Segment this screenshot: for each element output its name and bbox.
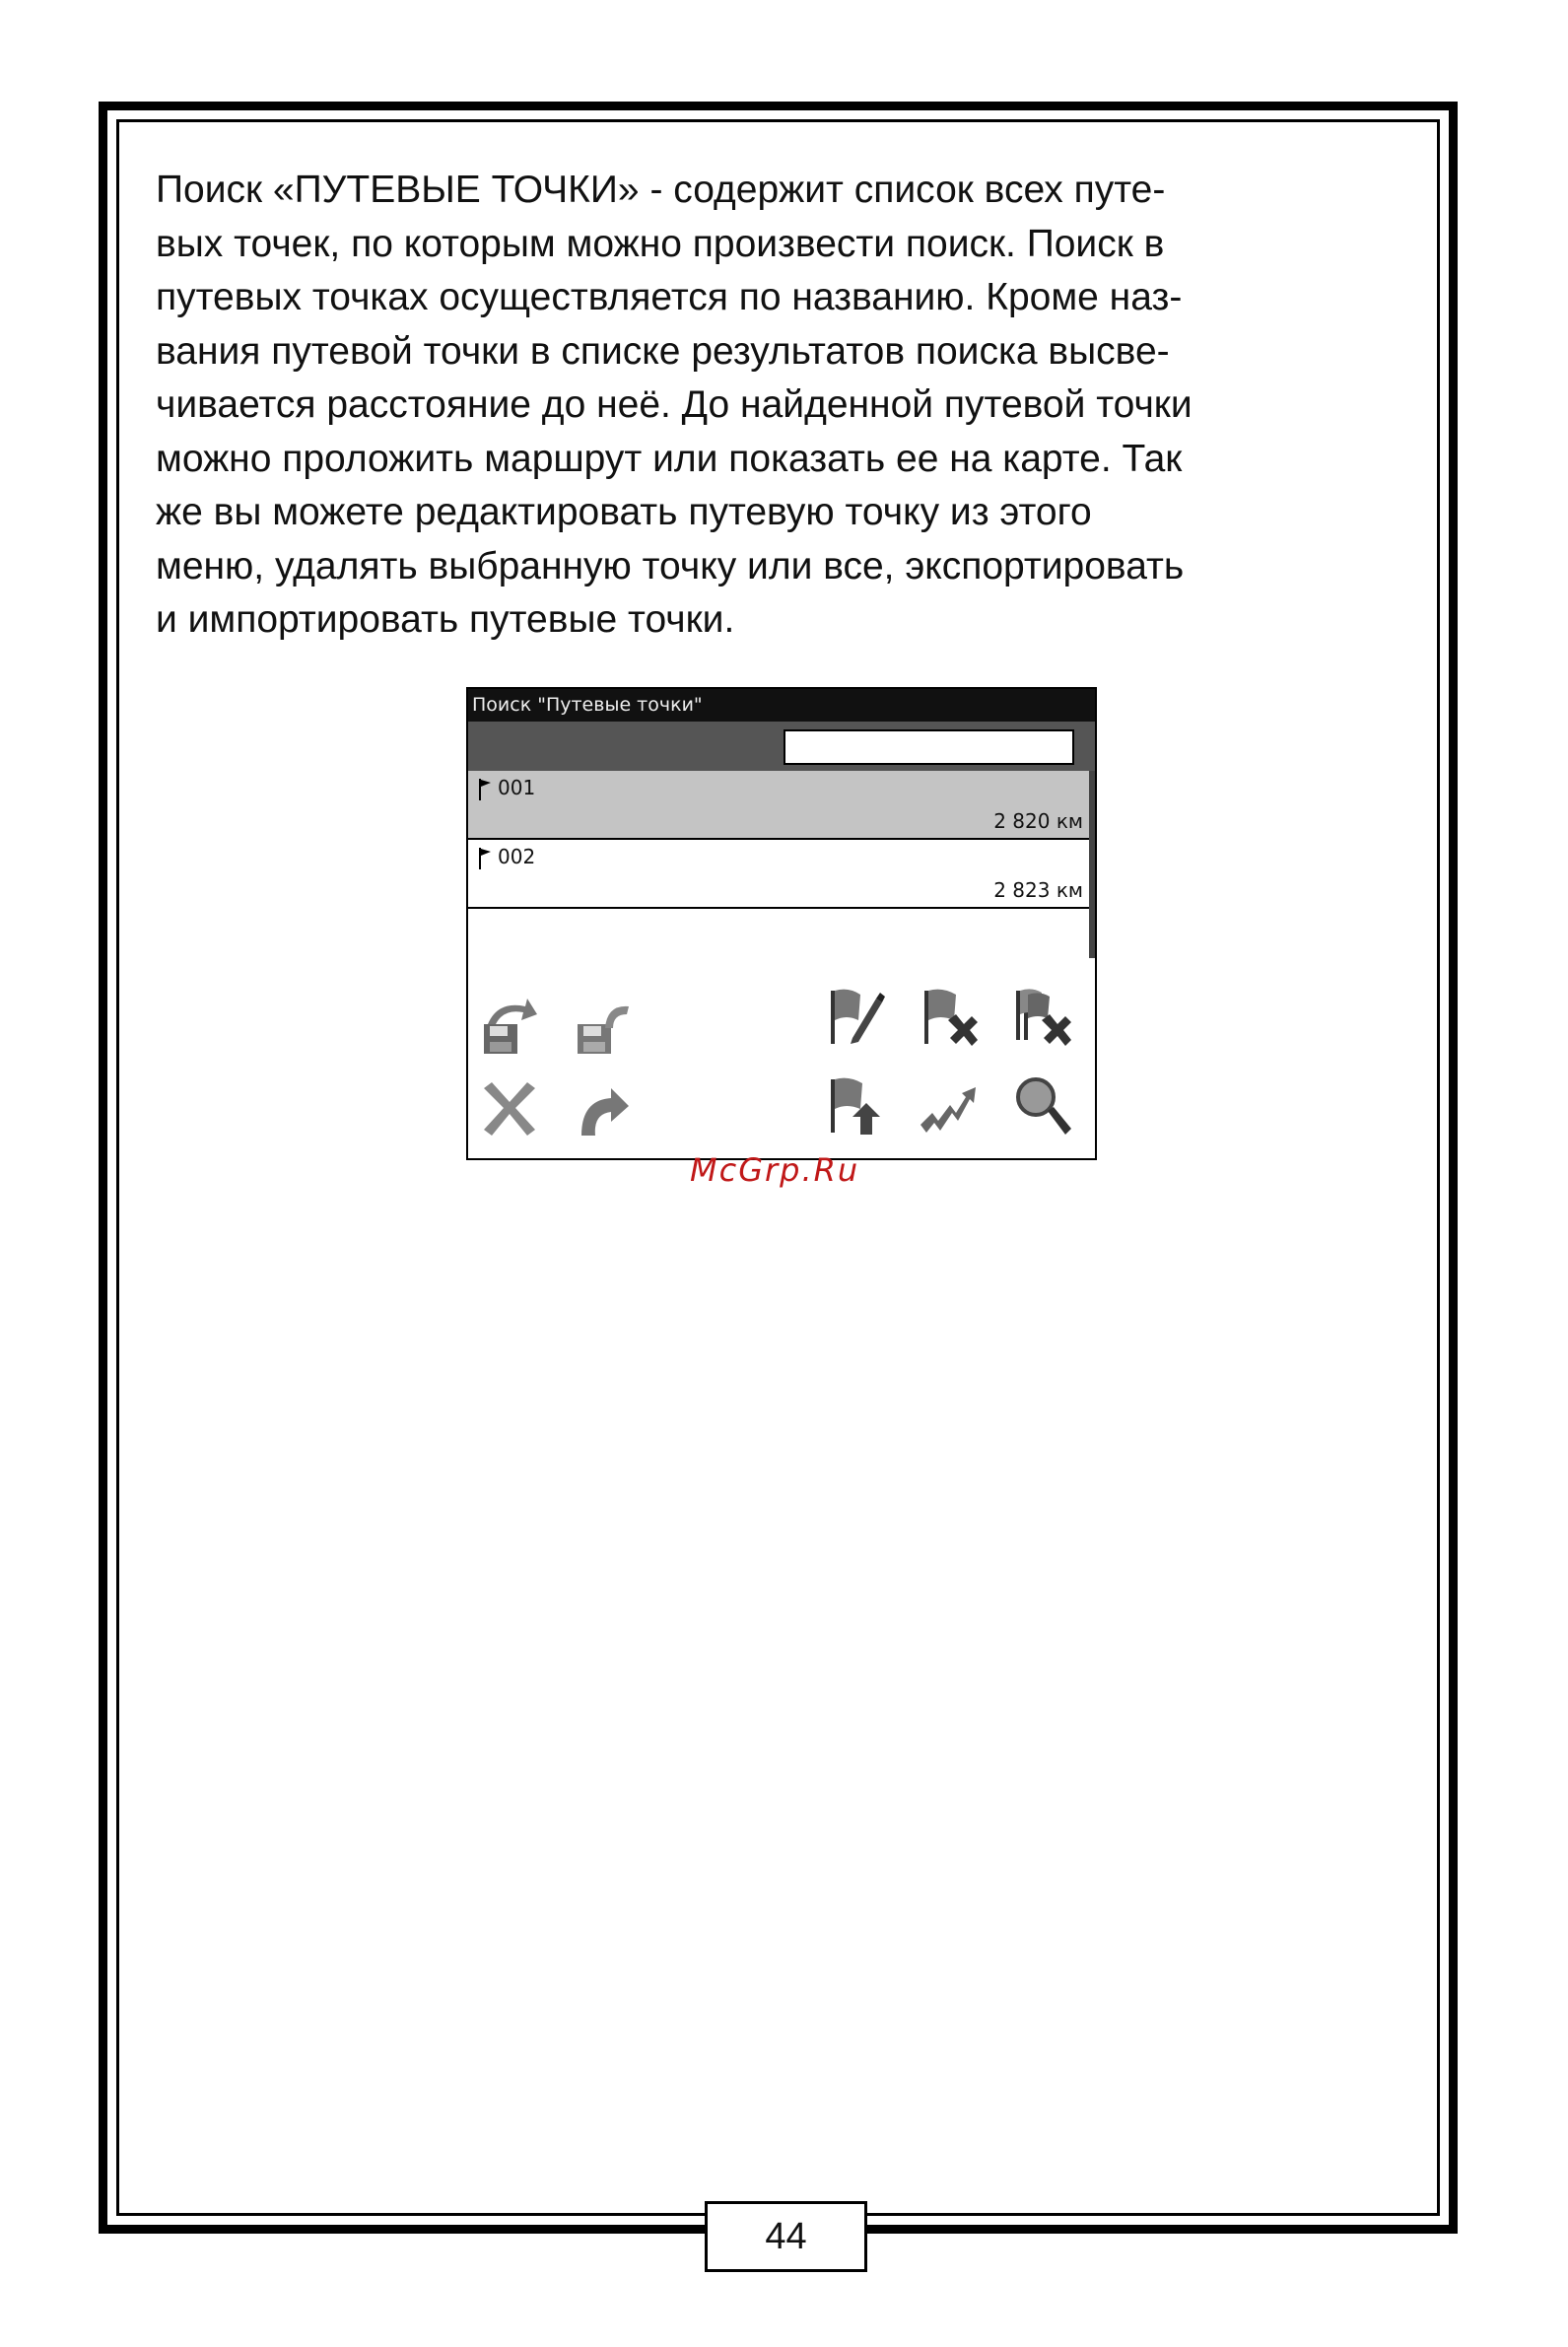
close-icon[interactable] (478, 1078, 541, 1141)
flag-delete-all-icon[interactable] (1010, 985, 1073, 1048)
waypoint-name: 002 (498, 845, 536, 868)
flag-icon (478, 778, 492, 801)
body-paragraph: Поиск «ПУТЕВЫЕ ТОЧКИ» - содержит список всех путе- вых точек, по которым можно произвести поиск. Поиск в путевых точках осуществляется по названию. Кроме наз- вания путевой точки в списке результатов поиска высве- чивается расстояние до неё. До найденной путевой точки можно проложить маршрут или показать ее на карте. Так же вы можете редактировать путевую точку из этого меню, удалять выбранную точку или все, экспортировать и импортировать путевые точки. (156, 169, 1193, 641)
route-icon[interactable] (917, 1073, 980, 1137)
waypoint-distance: 2 820 км (993, 809, 1083, 833)
waypoint-name: 001 (498, 776, 536, 799)
search-bar (468, 722, 1095, 771)
waypoint-row[interactable] (468, 840, 1089, 909)
back-icon[interactable] (572, 1078, 635, 1141)
flag-delete-icon[interactable] (917, 985, 980, 1048)
watermark: McGrp.Ru (690, 1151, 860, 1189)
save-export-icon[interactable] (478, 995, 541, 1058)
waypoint-list (468, 771, 1089, 909)
search-input[interactable] (784, 729, 1074, 765)
flag-edit-icon[interactable] (823, 985, 886, 1048)
flag-icon (478, 847, 492, 870)
scrollbar[interactable] (1089, 771, 1095, 958)
page-number: 44 (705, 2201, 867, 2272)
waypoint-distance: 2 823 км (993, 878, 1083, 902)
flag-goto-icon[interactable] (823, 1073, 886, 1137)
screen-title: Поиск "Путевые точки" (468, 689, 1095, 722)
save-import-icon[interactable] (572, 995, 635, 1058)
waypoint-row[interactable] (468, 771, 1089, 840)
map-search-icon[interactable] (1010, 1073, 1073, 1137)
device-screenshot (466, 687, 1097, 1160)
